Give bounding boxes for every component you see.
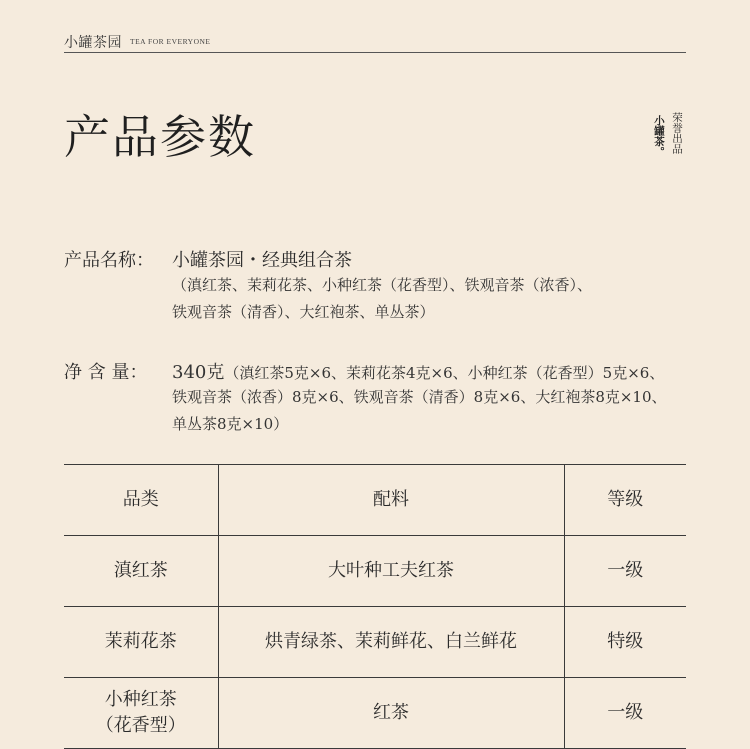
cell-category: 滇红茶: [64, 536, 218, 607]
product-name-value: 小罐茶园・经典组合茶: [172, 250, 352, 271]
table-row: [64, 678, 686, 749]
cell-category: 茉莉花茶: [64, 607, 218, 678]
table-row: [64, 607, 686, 678]
stamp-col-brand: 小罐茶。: [653, 115, 665, 157]
header-category: 品类: [64, 465, 218, 536]
product-name-detail-1: （滇红茶、茉莉花茶、小种红茶（花香型）、铁观音茶（浓香）、: [172, 276, 593, 294]
header-bar: [64, 30, 686, 53]
table-header-row: [64, 465, 686, 536]
page-title: 产品参数: [64, 110, 256, 164]
header-grade: 等级: [564, 465, 686, 536]
net-content-block: [64, 358, 714, 438]
net-content-label: 净 含 量：: [64, 362, 148, 383]
cell-ingredients: 大叶种工夫红茶: [218, 536, 564, 607]
net-content-detail-3: 单丛茶8克×10）: [172, 415, 289, 433]
product-name-label: 产品名称：: [64, 250, 154, 271]
brand-stamp: [652, 112, 688, 172]
brand-tagline: TEA FOR EVERYONE: [130, 37, 211, 46]
header-ingredients: 配料: [218, 465, 564, 536]
cell-grade: 一级: [564, 678, 686, 749]
net-content-value: 340克: [172, 362, 225, 383]
spec-table: [64, 464, 686, 749]
cell-grade: 一级: [564, 536, 686, 607]
brand-name: 小罐茶园: [64, 35, 122, 51]
cell-grade: 特级: [564, 607, 686, 678]
cell-ingredients: 红茶: [218, 678, 564, 749]
stamp-col-honor: 荣誉出品: [671, 112, 683, 154]
net-content-detail-1: （滇红茶5克×6、茉莉花茶4克×6、小种红茶（花香型）5克×6、: [224, 364, 665, 382]
cell-ingredients: 烘青绿茶、茉莉鲜花、白兰鲜花: [218, 607, 564, 678]
product-name-block: [64, 246, 714, 326]
cell-category: 小种红茶 （花香型）: [64, 678, 218, 749]
product-name-detail-2: 铁观音茶（清香）、大红袍茶、单丛茶）: [172, 303, 435, 321]
table-row: [64, 536, 686, 607]
net-content-line-1: [172, 358, 664, 384]
net-content-detail-2: 铁观音茶（浓香）8克×6、铁观音茶（清香）8克×6、大红袍茶8克×10、: [172, 388, 667, 406]
